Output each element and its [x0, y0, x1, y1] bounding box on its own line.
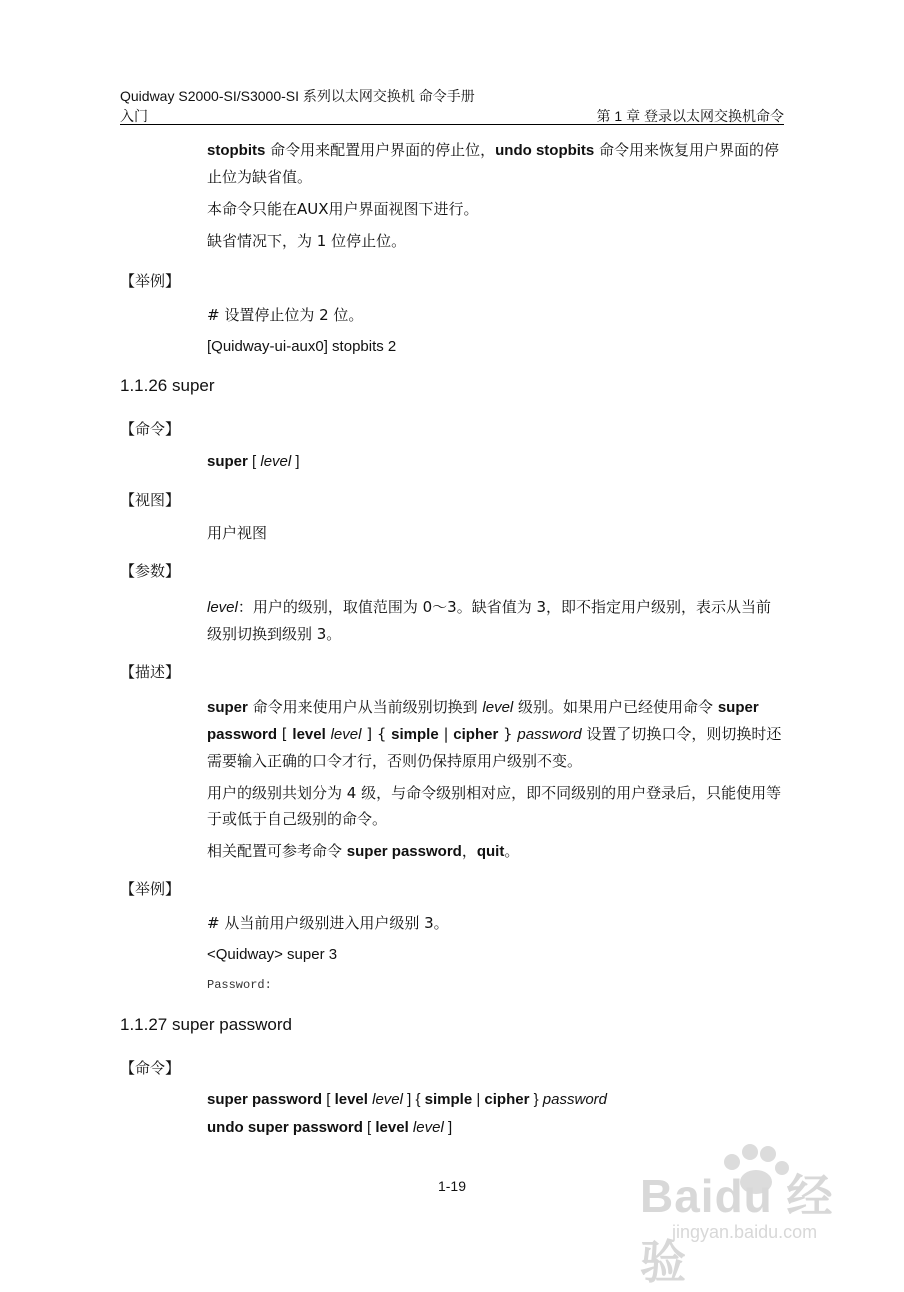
super-desc	[207, 694, 784, 865]
section-super-title: 1.1.26 super	[120, 376, 215, 395]
text: 相关配置可参考命令	[207, 842, 347, 860]
kw-super-password: super password	[207, 1091, 323, 1108]
text: ，	[461, 842, 477, 860]
kw-simple: simple	[391, 726, 439, 743]
text: ：用户的级别，取值范围为 0～3。缺省值为 3，即不指定用户级别，表示从当前级别切换到级别 3。	[207, 598, 772, 643]
header-title: Quidway S2000-SI/S3000-SI 系列以太网交换机 命令手册	[120, 88, 475, 104]
super-password-cmd-tag: 【命令】	[120, 1059, 181, 1077]
kw-quit: quit	[476, 843, 505, 860]
stopbits-example-tag: 【举例】	[120, 272, 181, 290]
text: 命令用来恢复用户界面的停止位为缺省值。	[207, 141, 780, 186]
example-comment: # 设置停止位为 2 位。	[207, 306, 364, 324]
param-level: level	[207, 599, 238, 616]
super-cmd-syntax	[207, 449, 784, 475]
text: [	[322, 1091, 335, 1108]
kw-level: level	[292, 726, 326, 743]
text: }	[498, 725, 518, 743]
stopbits-example	[207, 302, 784, 360]
arg-level: level	[372, 1091, 403, 1108]
kw-cipher: cipher	[453, 726, 499, 743]
watermark-brand: Baidu 经验	[640, 1170, 834, 1288]
text: ] {	[402, 1091, 425, 1108]
kw-stopbits: stopbits	[207, 142, 266, 159]
super-param-tag: 【参数】	[120, 562, 181, 580]
arg-level: level	[330, 726, 362, 743]
page-number: 1-19	[437, 1178, 467, 1194]
arg-level: level	[260, 453, 292, 470]
kw-undo-super-password: undo super password	[207, 1119, 363, 1136]
text: 命令用来使用户从当前级别切换到	[247, 698, 483, 716]
super-desc-paragraph-3	[207, 838, 784, 865]
super-cmd-tag: 【命令】	[120, 420, 181, 438]
example-comment: # 从当前用户级别进入用户级别 3。	[207, 914, 449, 932]
text: |	[438, 725, 454, 743]
header-left-sub: 入门	[120, 108, 148, 124]
example-output: Password:	[207, 978, 272, 992]
super-password-syntax-2	[207, 1115, 784, 1141]
text: [	[247, 453, 261, 470]
super-desc-paragraph-1	[207, 694, 784, 774]
stopbits-desc	[207, 137, 784, 254]
kw-super-password: super password	[346, 843, 462, 860]
example-command: <Quidway> super 3	[207, 946, 338, 963]
header-rule	[120, 124, 784, 125]
super-example	[207, 910, 784, 998]
super-param	[207, 594, 784, 647]
kw-simple: simple	[424, 1091, 473, 1108]
stopbits-default: 缺省情况下，为 1 位停止位。	[207, 232, 407, 250]
kw-super: super	[207, 453, 248, 470]
super-desc-paragraph-2: 用户的级别共划分为 4 级，与命令级别相对应，即不同级别的用户登录后，只能使用等于或低于自己级别的命令。	[207, 784, 782, 828]
section-super-password-title: 1.1.27 super password	[120, 1015, 292, 1034]
example-command: [Quidway-ui-aux0] stopbits 2	[207, 338, 397, 355]
text: ]	[291, 453, 300, 470]
text: [	[277, 725, 293, 743]
arg-password: password	[517, 726, 582, 743]
text: 命令用来配置用户界面的停止位，	[265, 141, 496, 159]
text: |	[472, 1091, 485, 1108]
super-example-tag: 【举例】	[120, 880, 181, 898]
text: }	[529, 1091, 543, 1108]
kw-undo-stopbits: undo stopbits	[495, 142, 595, 159]
kw-level: level	[334, 1091, 368, 1108]
super-param-desc	[207, 594, 784, 647]
text: 设置了切换口令，则切换时还需要输入正确的口令才行，否则仍保持原用户级别不变。	[207, 725, 782, 770]
kw-super: super	[207, 699, 248, 716]
kw-cipher: cipher	[484, 1091, 530, 1108]
arg-level: level	[482, 699, 514, 716]
super-password-cmd	[207, 1087, 784, 1141]
watermark	[640, 1140, 880, 1288]
stopbits-note: 本命令只能在AUX用户界面视图下进行。	[207, 200, 479, 218]
text: ] {	[361, 725, 392, 743]
text: 。	[504, 842, 520, 860]
kw-level: level	[375, 1119, 409, 1136]
header-chapter: 第 1 章 登录以太网交换机命令	[596, 108, 784, 124]
text: [	[362, 1119, 376, 1136]
text: 级别。如果用户已经使用命令	[513, 698, 718, 716]
super-desc-tag: 【描述】	[120, 663, 181, 681]
stopbits-desc-paragraph	[207, 137, 784, 190]
arg-level: level	[412, 1119, 444, 1136]
kw-super-password: super password	[207, 699, 759, 743]
watermark-url: jingyan.baidu.com	[672, 1222, 818, 1242]
text: ]	[443, 1119, 453, 1136]
super-view: 用户视图	[207, 524, 268, 542]
super-cmd	[207, 449, 784, 475]
super-view-tag: 【视图】	[120, 491, 181, 509]
super-password-syntax-1	[207, 1087, 784, 1113]
arg-password: password	[542, 1091, 607, 1108]
